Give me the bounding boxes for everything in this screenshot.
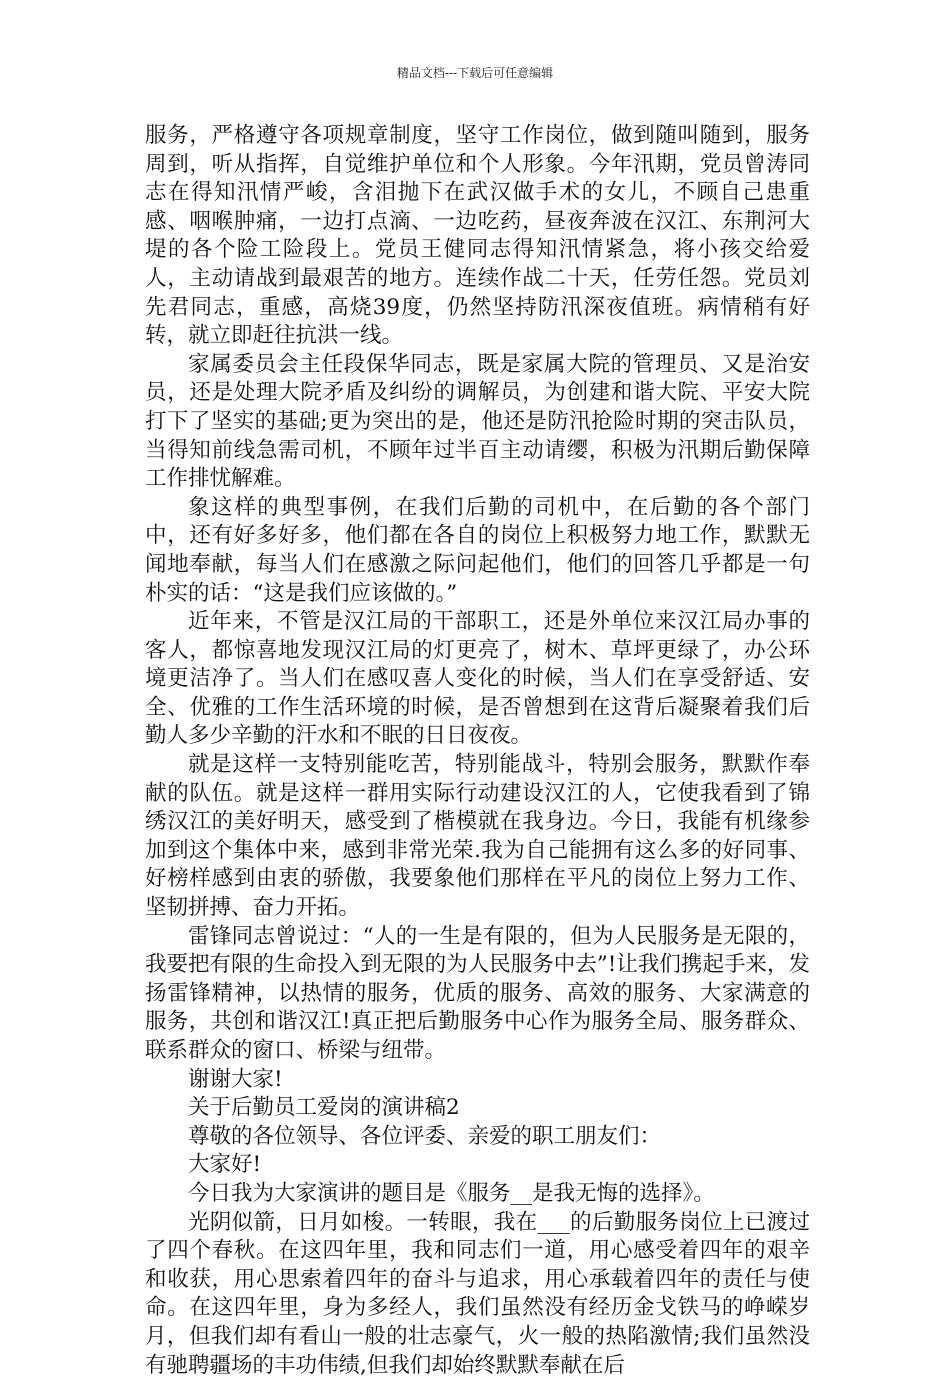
speech-topic: 今日我为大家演讲的题目是《服务__是我无悔的选择》。 — [188, 1180, 715, 1206]
thanks-line: 谢谢大家! — [188, 1066, 283, 1092]
speech-title: 关于后勤员工爱岗的演讲稿2 — [188, 1095, 460, 1121]
greeting: 大家好! — [188, 1152, 262, 1178]
paragraph-3: 象这样的典型事例，在我们后勤的司机中，在后勤的各个部门中，还有好多好多，他们都在各自的岗位上积极努力地工作，默默无闻地奉献，每当人们在感激之际问起他们，他们的回答几乎都是一句朴实的话：“这是我们应该做的。” — [145, 494, 810, 606]
paragraph-1: 服务，严格遵守各项规章制度，坚守工作岗位，做到随叫随到，服务周到，听从指挥，自觉维护单位和个人形象。今年汛期，党员曾涛同志在得知汛情严峻，含泪抛下在武汉做手术的女儿，不顾自己患重感、咽喉肿痛，一边打点滴、一边吃药，昼夜奔波在汉江、东荆河大堤的各个险工险段上。党员王健同志得知汛情紧急，将小孩交给爱人，主动请战到最艰苦的地方。连续作战二十天，任劳任怨。党员刘先君同志，重感，高烧39度，仍然坚持防汛深夜值班。病情稍有好转，就立即赶往抗洪一线。 — [145, 123, 810, 349]
paragraph-6: 雷锋同志曾说过：“人的一生是有限的，但为人民服务是无限的，我要把有限的生命投入到无限的为人民服务中去”!让我们携起手来，发扬雷锋精神，以热情的服务，优质的服务、高效的服务、大家满意的服务，共创和谐汉江!真正把后勤服务中心作为服务全局、服务群众、联系群众的窗口、桥梁与纽带。 — [145, 923, 810, 1063]
paragraph-4: 近年来，不管是汉江局的干部职工，还是外单位来汉江局办事的客人，都惊喜地发现汉江局的灯更亮了，树木、草坪更绿了，办公环境更洁净了。当人们在感叹喜人变化的时候，当人们在享受舒适、安全、优雅的工作生活环境的时候，是否曾想到在这背后凝聚着我们后勤人多少辛勤的汗水和不眠的日日夜夜。 — [145, 609, 810, 749]
paragraph-2: 家属委员会主任段保华同志，既是家属大院的管理员、又是治安员，还是处理大院矛盾及纠纷的调解员，为创建和谐大院、平安大院打下了坚实的基础;更为突出的是，他还是防汛抢险时期的突击队员，当得知前线急需司机，不顾年过半百主动请缨，积极为汛期后勤保障工作排忧解难。 — [145, 351, 810, 492]
paragraph-12: 光阴似箭，日月如梭。一转眼，我在___的后勤服务岗位上已渡过了四个春秋。在这四年里，我和同志们一道，用心感受着四年的艰辛和收获，用心思索着四年的奋斗与追求，用心承载着四年的责任与使命。在这四年里，身为多经人，我们虽然没有经历金戈铁马的峥嵘岁月，但我们却有看山一般的壮志豪气，火一般的热陷激情;我们虽然没有驰聘疆场的丰功伟绩,但我们却始终默默奉献在后 — [145, 1209, 810, 1378]
paragraph-5: 就是这样一支特别能吃苦，特别能战斗，特别会服务，默默作奉献的队伍。就是这样一群用实际行动建设汉江的人，它使我看到了锦绣汉江的美好明天，感受到了楷模就在我身边。今日，我能有机缘参加到这个集体中来，感到非常光荣.我为自己能拥有这么多的好同事、好榜样感到由衷的骄傲，我要象他们那样在平凡的岗位上努力工作、坚韧拼搏、奋力开拓。 — [145, 752, 810, 921]
salutation: 尊敬的各位领导、各位评委、亲爱的职工朋友们： — [188, 1123, 662, 1149]
page-header: 精品文档---下载后可任意编辑 — [396, 66, 554, 80]
document-body — [145, 122, 810, 1380]
